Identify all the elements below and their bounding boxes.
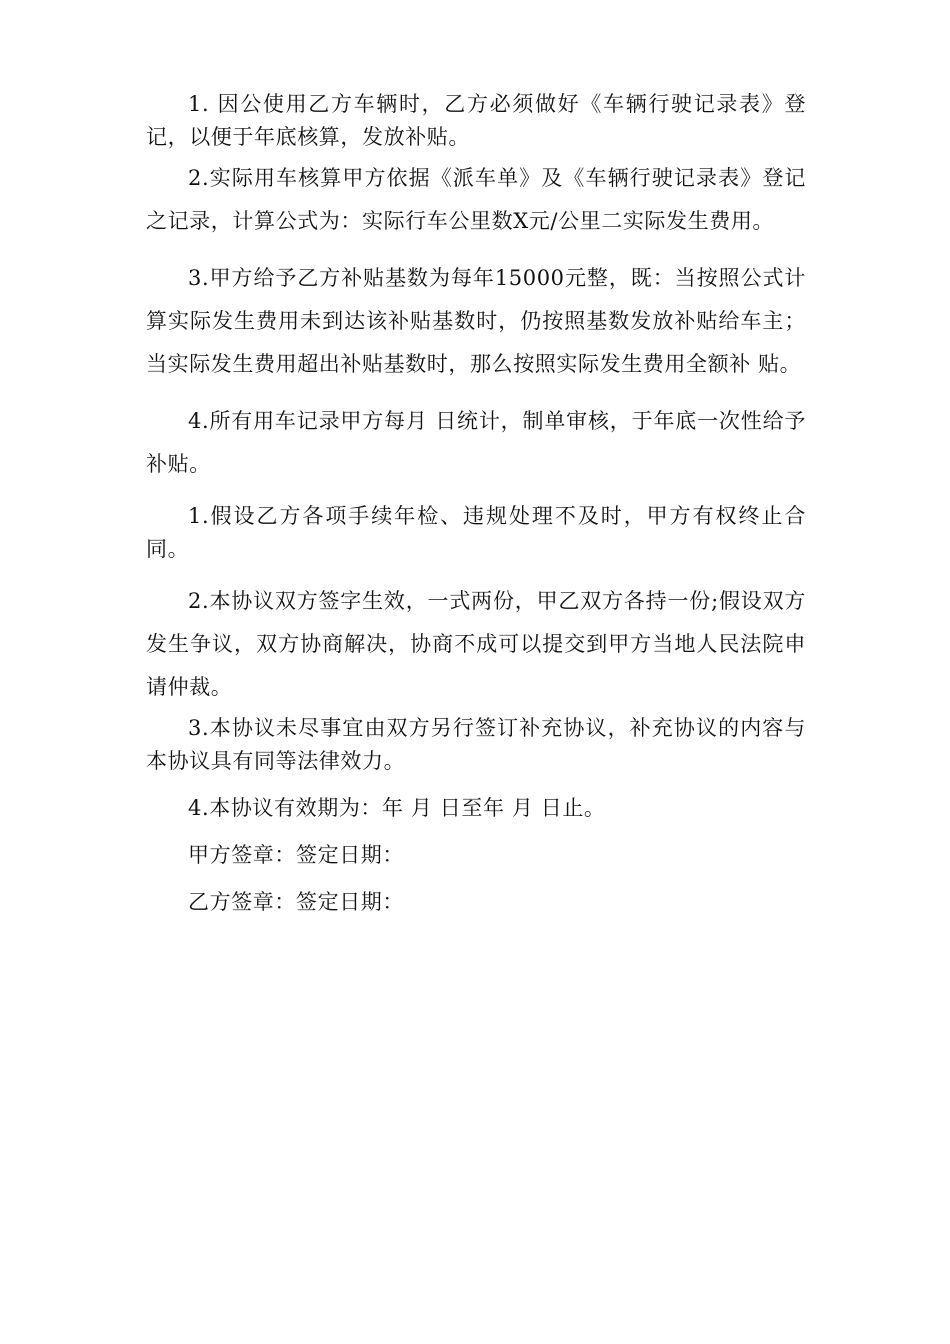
paragraph-supplementary: 3.本协议未尽事宜由双方另行签订补充协议，补充协议的内容与本协议具有同等法律效力。 [146, 716, 806, 773]
paragraph-usage-record: 1. 因公使用乙方车辆时，乙方必须做好《车辆行驶记录表》登记，以便于年底核算，发放补贴。 [146, 92, 806, 149]
paragraph-validity-period: 4.本协议有效期为：年 月 日至年 月 日止。 [188, 796, 606, 820]
paragraph-monthly-statistics: 4.所有用车记录甲方每月 日统计，制单审核，于年底一次性给予补贴。 [146, 409, 806, 476]
signature-party-b: 乙方签章：签定日期： [188, 890, 404, 914]
paragraph-termination: 1.假设乙方各项手续年检、违规处理不及时，甲方有权终止合同。 [146, 504, 806, 561]
document-page [146, 88, 806, 919]
paragraph-effect-dispute: 2.本协议双方签字生效，一式两份，甲乙双方各持一份;假设双方发生争议，双方协商解决，协商不成可以提交到甲方当地人民法院申请仲裁。 [146, 589, 806, 699]
paragraph-subsidy-base: 3.甲方给予乙方补贴基数为每年15000元整，既：当按照公式计算实际发生费用未到达该补贴基数时，仍按照基数发放补贴给车主；当实际发生费用超出补贴基数时，那么按照实际发生费用全额补 贴。 [146, 266, 806, 376]
signature-party-a: 甲方签章：签定日期： [188, 843, 404, 867]
paragraph-cost-formula: 2.实际用车核算甲方依据《派车单》及《车辆行驶记录表》登记之记录，计算公式为：实际行车公里数X元/公里二实际发生费用。 [146, 166, 806, 233]
